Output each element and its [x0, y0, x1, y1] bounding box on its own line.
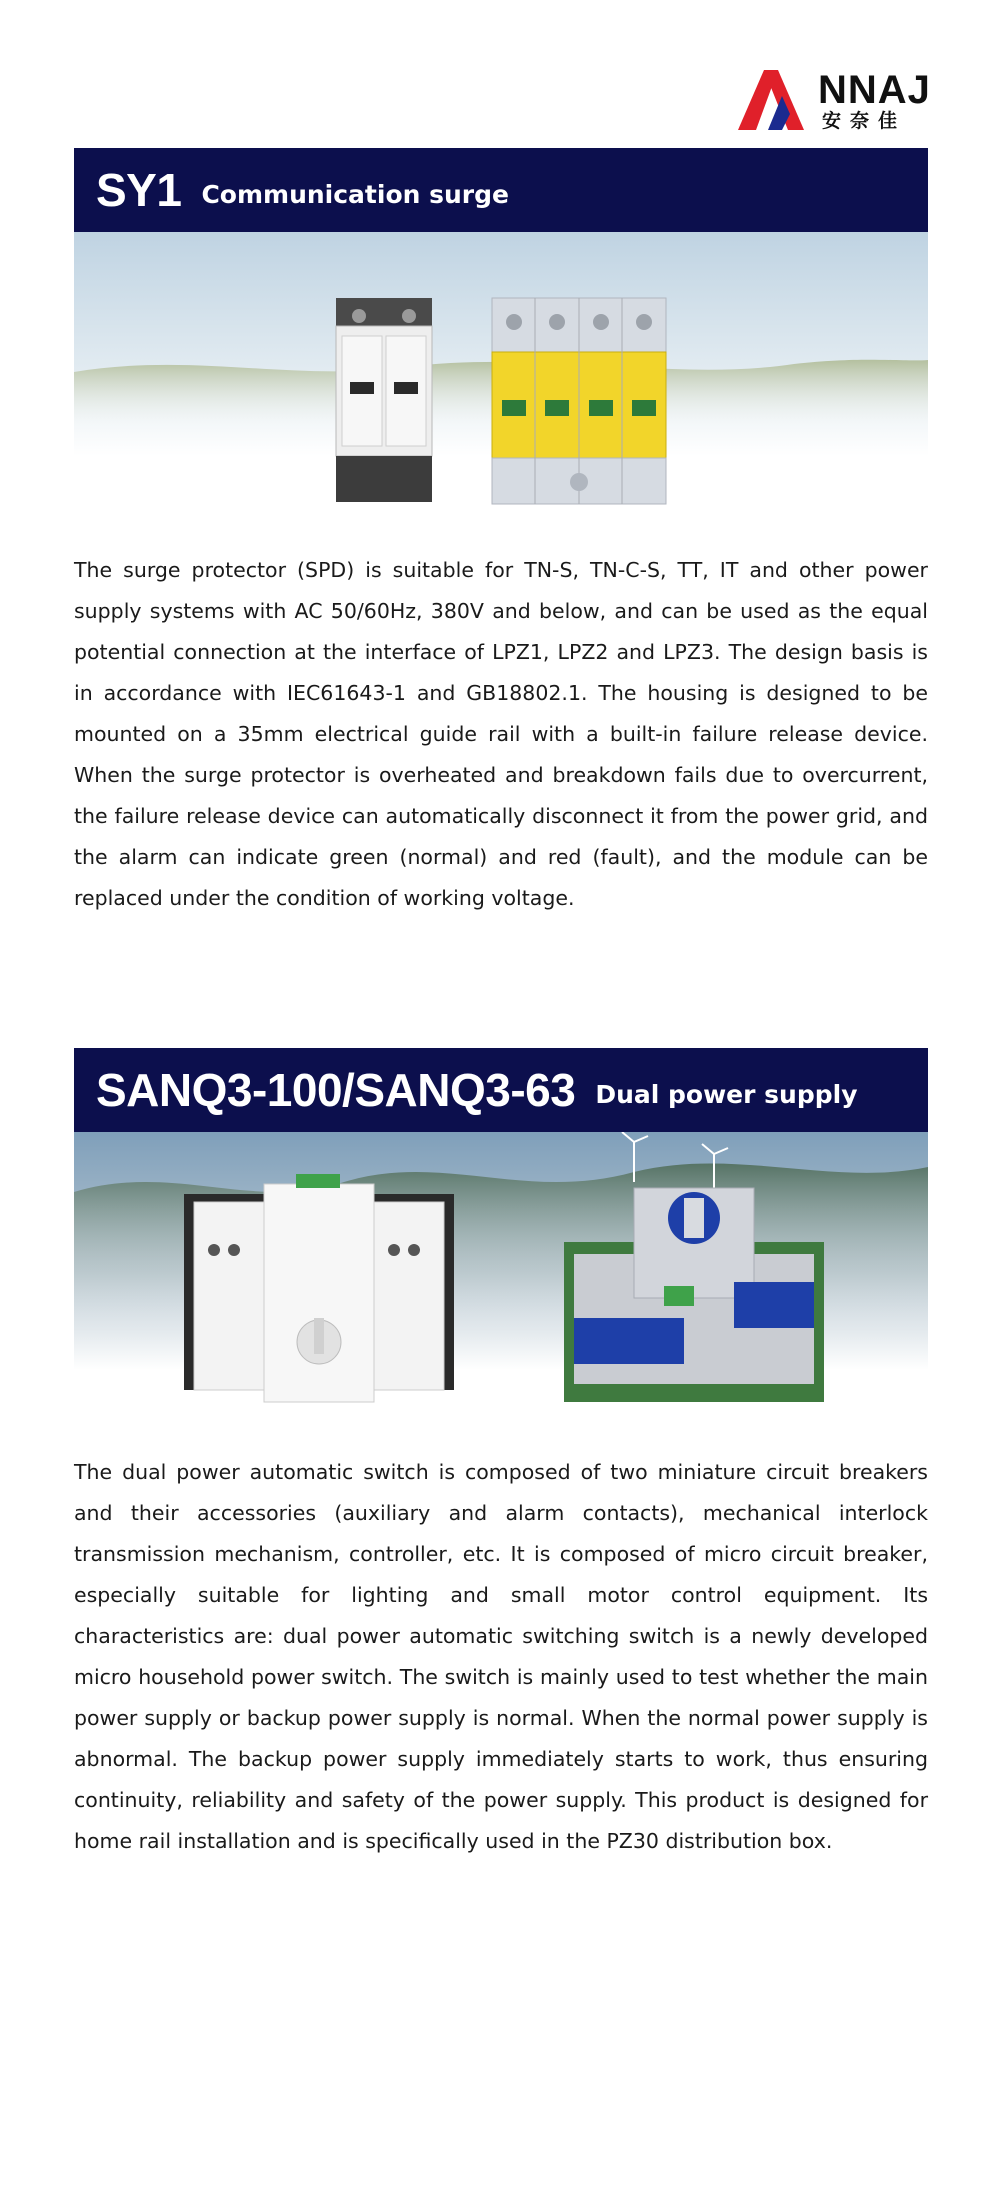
- product-image: [74, 232, 928, 512]
- dual-switch-white: [184, 1174, 454, 1402]
- dual-power-switch-illustration: [74, 1132, 928, 1412]
- logo-brand-text: NNAJ: [818, 68, 931, 112]
- model-subtitle: Dual power supply: [595, 1079, 858, 1109]
- product-section-sy1: [74, 148, 928, 512]
- product-description: The dual power automatic switch is composed of two miniature circuit breakers and their accessories (auxiliary and alarm contacts), mechanical interlock transmission mechanism, controller, etc. It is composed of micro circuit breaker, especially suitable for lighting and small motor control equipment. Its characteristics are: dual power automatic switching switch is a newly developed micro household power switch. The switch is mainly used to test whether the main power supply or backup power supply is normal. When the normal power supply is abnormal. The backup power supply immediately starts to work, thus ensuring continuity, reliability and safety of the power supply. This product is designed for home rail installation and is specifically used in the PZ30 distribution box.: [74, 1460, 928, 1853]
- surge-protector-illustration: [74, 232, 928, 512]
- product-section-sanq3: [74, 1048, 928, 1412]
- model-title: SY1: [96, 164, 182, 216]
- section-banner: [74, 1048, 928, 1132]
- brand-logo: [738, 68, 930, 132]
- spd-4pole: [492, 298, 666, 504]
- model-title: SANQ3-100/SANQ3-63: [96, 1064, 576, 1116]
- spd-2pole: [336, 298, 432, 502]
- logo-brand-cn-text: 安奈佳: [822, 110, 907, 132]
- model-subtitle: Communication surge: [201, 179, 509, 209]
- product-image: [74, 1132, 928, 1412]
- product-description: The surge protector (SPD) is suitable for TN-S, TN-C-S, TT, IT and other power supply systems with AC 50/60Hz, 380V and below, and can be used as the equal potential connection at the interface of LPZ1, LPZ2 and LPZ3. The design basis is in accordance with IEC61643-1 and GB18802.1. The housing is designed to be mounted on a 35mm electrical guide rail with a built-in failure release device. When the surge protector is overheated and breakdown fails due to overcurrent, the failure release device can automatically disconnect it from the power grid, and the alarm can indicate green (normal) and red (fault), and the module can be replaced under the condition of working voltage.: [74, 558, 928, 910]
- logo-mark-icon: [738, 70, 820, 130]
- section-banner: [74, 148, 928, 232]
